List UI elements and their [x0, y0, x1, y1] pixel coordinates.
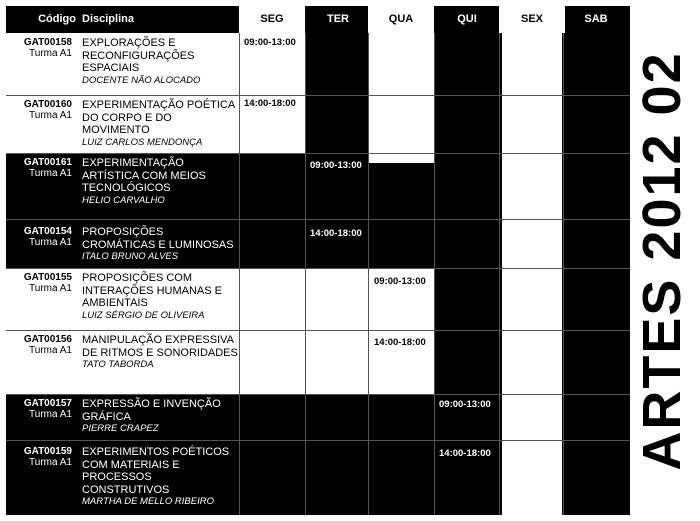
- teacher-name: ITALO BRUNO ALVES: [82, 251, 179, 262]
- header-disciplina: Disciplina: [82, 13, 134, 25]
- table-row: [6, 268, 239, 330]
- table-row: [6, 394, 239, 440]
- time-slot: 09:00-13:00: [310, 160, 362, 171]
- grid-line: [6, 153, 630, 154]
- time-slot: 14:00-18:00: [439, 448, 491, 459]
- course-code: GAT00160: [23, 99, 72, 110]
- header-sab: SAB: [584, 13, 608, 25]
- course-title: MANIPULAÇÃO EXPRESSIVA DE RITMOS E SONORIDADES: [82, 334, 238, 359]
- course-title: EXPRESSÃO E INVENÇÃO GRÁFICA: [82, 398, 221, 423]
- teacher-name: MARTHA DE MELLO RIBEIRO: [82, 496, 214, 507]
- course-code: GAT00157: [23, 398, 72, 409]
- sex-column-bg: [502, 33, 562, 515]
- side-title: ARTES 2012 02: [632, 50, 692, 471]
- grid-line: [563, 33, 564, 515]
- teacher-name: DOCENTE NÃO ALOCADO: [82, 74, 201, 86]
- table-header: [6, 6, 630, 33]
- course-title: EXPERIMENTAÇÃO POÉTICA DO CORPO E DO MOVIMENTO: [82, 99, 235, 136]
- time-slot: 09:00-13:00: [374, 276, 426, 287]
- table-row: [6, 222, 239, 268]
- header-ter: TER: [327, 13, 349, 25]
- grid-line: [6, 95, 630, 96]
- turma: Turma A1: [29, 168, 72, 179]
- turma: Turma A1: [29, 48, 72, 59]
- header-qui: QUI: [457, 13, 477, 25]
- header-qua: QUA: [368, 6, 434, 33]
- grid-line: [305, 33, 306, 515]
- course-title: EXPLORAÇÕES E RECONFIGURAÇÕES ESPACIAIS: [82, 37, 195, 74]
- turma: Turma A1: [29, 345, 72, 356]
- grid-line: [6, 330, 630, 331]
- time-slot: 14:00-18:00: [310, 228, 362, 239]
- grid-line: [6, 219, 630, 220]
- table-row: [6, 153, 239, 219]
- turma: Turma A1: [29, 283, 72, 294]
- teacher-name: PIERRE CRAPEZ: [82, 423, 159, 434]
- course-title: EXPERIMENTOS POÉTICOS COM MATERIAIS E PROCESSOS CONSTRUTIVOS: [82, 446, 230, 496]
- course-title: EXPERIMENTAÇÃO ARTÍSTICA COM MEIOS TECNOLÓGICOS: [82, 157, 206, 194]
- turma: Turma A1: [29, 110, 72, 121]
- header-sex: SEX: [499, 6, 565, 33]
- table-row: [6, 442, 239, 515]
- time-slot: 14:00-18:00: [244, 98, 296, 109]
- course-code: GAT00159: [23, 446, 72, 457]
- seg-cell-bg: [239, 33, 305, 153]
- table-row: [6, 95, 239, 153]
- course-code: GAT00161: [23, 157, 72, 168]
- turma: Turma A1: [29, 409, 72, 420]
- course-title: PROPOSIÇÕES CROMÁTICAS E LUMINOSAS: [82, 226, 234, 251]
- row-light-span: [239, 268, 368, 394]
- grid-line: [239, 33, 240, 515]
- teacher-name: LUIZ SÉRGIO DE OLIVEIRA: [82, 309, 205, 321]
- header-codigo: Código: [38, 13, 76, 25]
- teacher-name: HELIO CARVALHO: [82, 194, 165, 206]
- header-seg: SEG: [239, 6, 305, 33]
- course-code: GAT00154: [23, 226, 72, 237]
- side-title-panel: [630, 6, 694, 515]
- qua-column-bg: [368, 33, 434, 163]
- grid-line: [6, 440, 630, 441]
- teacher-name: TATO TABORDA: [82, 359, 154, 370]
- course-title: PROPOSIÇÕES COM INTERAÇÕES HUMANAS E AMBIENTAIS: [82, 272, 222, 309]
- grid-line: [434, 33, 435, 515]
- table-row: [6, 33, 239, 95]
- table-row: [6, 330, 239, 394]
- grid-line: [6, 268, 630, 269]
- turma: Turma A1: [29, 237, 72, 248]
- course-code: GAT00158: [23, 37, 72, 48]
- time-slot: 14:00-18:00: [374, 337, 426, 348]
- course-code: GAT00156: [23, 334, 72, 345]
- course-code: GAT00155: [23, 272, 72, 283]
- grid-line: [499, 33, 500, 515]
- turma: Turma A1: [29, 457, 72, 468]
- grid-line: [6, 394, 630, 395]
- time-slot: 09:00-13:00: [439, 399, 491, 410]
- time-slot: 09:00-13:00: [244, 37, 296, 48]
- schedule-table: [6, 6, 694, 515]
- grid-line: [368, 33, 369, 515]
- teacher-name: LUIZ CARLOS MENDONÇA: [82, 136, 203, 148]
